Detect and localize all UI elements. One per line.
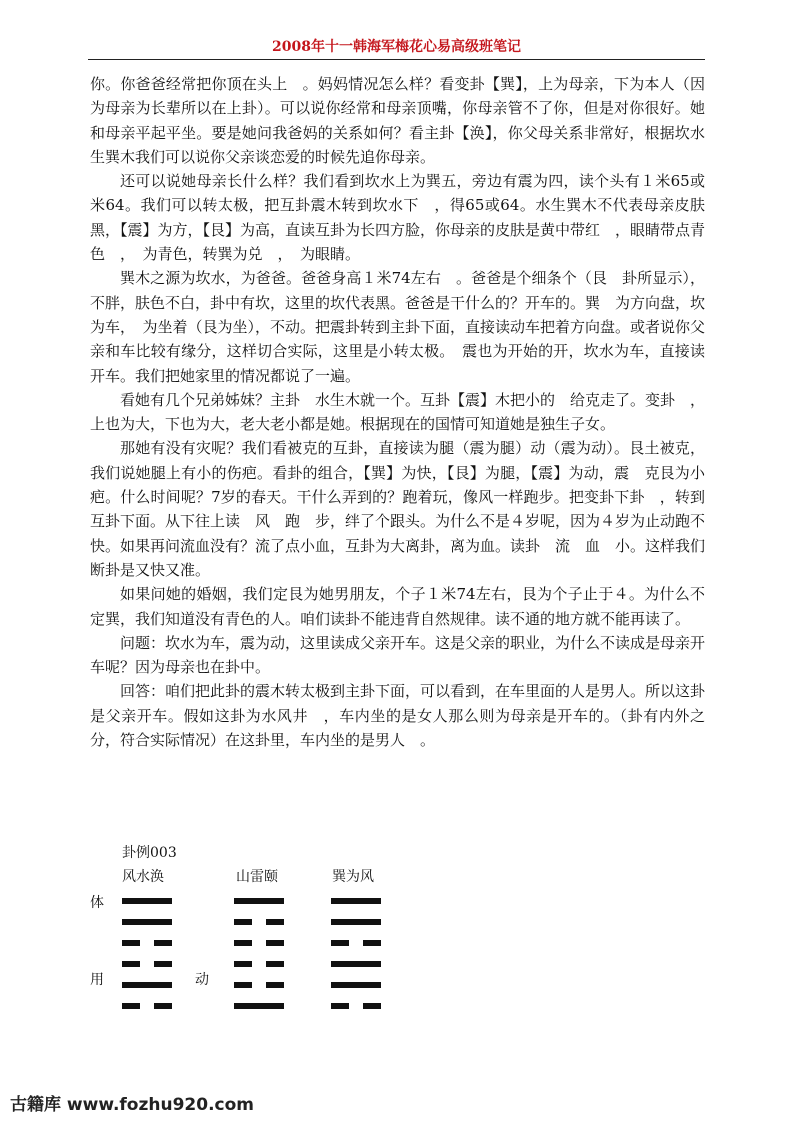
dong-label: 动 xyxy=(195,972,209,988)
yin-line xyxy=(331,940,381,946)
header-divider xyxy=(88,59,705,60)
hexagram-changed xyxy=(331,898,381,1024)
yang-line xyxy=(331,982,381,988)
line-segment xyxy=(122,961,140,967)
yin-line xyxy=(122,1003,172,1009)
yin-line xyxy=(331,1003,381,1009)
page-header: 2008年十一韩海军梅花心易高级班笔记 xyxy=(272,39,521,55)
yang-line xyxy=(331,919,381,925)
line-segment xyxy=(266,961,284,967)
line-segment xyxy=(122,1003,140,1009)
line-segment xyxy=(122,982,172,988)
line-segment xyxy=(331,940,349,946)
hexagram-main xyxy=(122,898,172,1024)
paragraph: 巽木之源为坎水，为爸爸。爸爸身高１米74左右 。爸爸是个细条个（艮 卦所显示），不胖，肤色不白，卦中有坎，这里的坎代表黑。爸爸是干什么的？开车的。巽 为方向盘，坎 为车， 为坐着（艮为坐），不动。把震卦转到主卦下面，直接读动车把着方向盘。或者说你父亲和车比较有缘分，这样切合实际，这里是小转太极。 震也为开始的开，坎水为车，直接读开车。我们把她家里的情况都说了一遍。 xyxy=(90,269,721,385)
yin-line xyxy=(122,940,172,946)
yong-label: 用 xyxy=(90,972,104,988)
line-segment xyxy=(363,1003,381,1009)
paragraph: 回答：咱们把此卦的震木转太极到主卦下面，可以看到，在车里面的人是男人。所以这卦是父亲开车。假如这卦为水风井 ，车内坐的是女人那么则为母亲是开车的。（卦有内外之分，符合实际情况）在这卦里，车内坐的是男人 。 xyxy=(90,682,706,750)
line-segment xyxy=(234,919,252,925)
line-segment xyxy=(266,940,284,946)
line-segment xyxy=(122,919,172,925)
line-segment xyxy=(122,940,140,946)
paragraph: 看她有几个兄弟姊妹？主卦 水生木就一个。互卦【震】木把小的 给克走了。变卦 ，上也为大，下也为大，老大老小都是她。根据现在的国情可知道她是独生子女。 xyxy=(90,390,706,434)
line-segment xyxy=(363,940,381,946)
yang-line xyxy=(331,961,381,967)
ti-label: 体 xyxy=(90,895,104,911)
line-segment xyxy=(122,898,172,904)
line-segment xyxy=(154,940,172,946)
paragraph: 问题：坎水为车，震为动，这里读成父亲开车。这是父亲的职业，为什么不读成是母亲开车呢？因为母亲也在卦中。 xyxy=(90,633,706,677)
paragraph: 还可以说她母亲长什么样？我们看到坎水上为巽五，旁边有震为四，读个头有１米65或米64。我们可以转太极，把互卦震木转到坎水下 ，得65或64。水生巽木不代表母亲皮肤黑，【震】为方，【艮】为高，直读互卦为长四方脸，你母亲的皮肤是黄中带红 ，眼睛带点青色 ， 为青色，转巽为兑 ， 为眼睛。 xyxy=(90,172,706,264)
yang-line xyxy=(234,898,284,904)
yang-line xyxy=(234,1003,284,1009)
body-text xyxy=(90,72,721,752)
yin-line xyxy=(234,919,284,925)
line-segment xyxy=(331,1003,349,1009)
line-segment xyxy=(234,961,252,967)
yin-line xyxy=(234,982,284,988)
line-segment xyxy=(331,982,381,988)
line-segment xyxy=(154,961,172,967)
yin-line xyxy=(122,961,172,967)
line-segment xyxy=(266,982,284,988)
hexagram-name-changed: 巽为风 xyxy=(332,869,374,885)
paragraph: 你。你爸爸经常把你顶在头上 。妈妈情况怎么样？看变卦【巽】，上为母亲，下为本人（因为母亲为长辈所以在上卦）。可以说你经常和母亲顶嘴，你母亲管不了你，但是对你很好。她和母亲平起平坐。要是她问我爸妈的关系如何？看主卦【涣】，你父母关系非常好，根据坎水生巽木我们可以说你父亲谈恋爱的时候先追你母亲。 xyxy=(90,75,705,166)
line-segment xyxy=(234,898,284,904)
line-segment xyxy=(234,1003,284,1009)
line-segment xyxy=(154,1003,172,1009)
yin-line xyxy=(234,961,284,967)
hexagram-mutual xyxy=(234,898,284,1024)
hexagram-name-mutual: 山雷颐 xyxy=(236,869,278,885)
yin-line xyxy=(234,940,284,946)
paragraph: 那她有没有灾呢？我们看被克的互卦，直接读为腿（震为腿）动（震为动）。艮土被克，我们说她腿上有小的伤疤。看卦的组合，【巽】为快，【艮】为腿，【震】为动，震 克艮为小疤。什么时间呢？7岁的春天。干什么弄到的？跑着玩，像风一样跑步。把变卦下卦 ，转到互卦下面。从下往上读 风 跑 步，绊了个跟头。为什么不是４岁呢，因为４岁为止动跑不快。如果再问流血没有？流了点小血，互卦为大离卦，离为血。读卦 流 血 小。这样我们断卦是又快又准。 xyxy=(90,439,706,579)
line-segment xyxy=(234,982,252,988)
hexagram-name-main: 风水涣 xyxy=(122,869,164,885)
line-segment xyxy=(331,919,381,925)
line-segment xyxy=(331,961,381,967)
yang-line xyxy=(122,982,172,988)
line-segment xyxy=(331,898,381,904)
yang-line xyxy=(122,898,172,904)
line-segment xyxy=(266,919,284,925)
line-segment xyxy=(234,940,252,946)
example-label: 卦例003 xyxy=(122,845,177,861)
watermark: 古籍库 www.fozhu920.com xyxy=(10,1095,254,1115)
yang-line xyxy=(122,919,172,925)
yang-line xyxy=(331,898,381,904)
paragraph: 如果问她的婚姻，我们定艮为她男朋友，个子１米74左右，艮为个子止于４。为什么不定巽，我们知道没有青色的人。咱们读卦不能违背自然规律。读不通的地方就不能再读了。 xyxy=(90,585,705,628)
